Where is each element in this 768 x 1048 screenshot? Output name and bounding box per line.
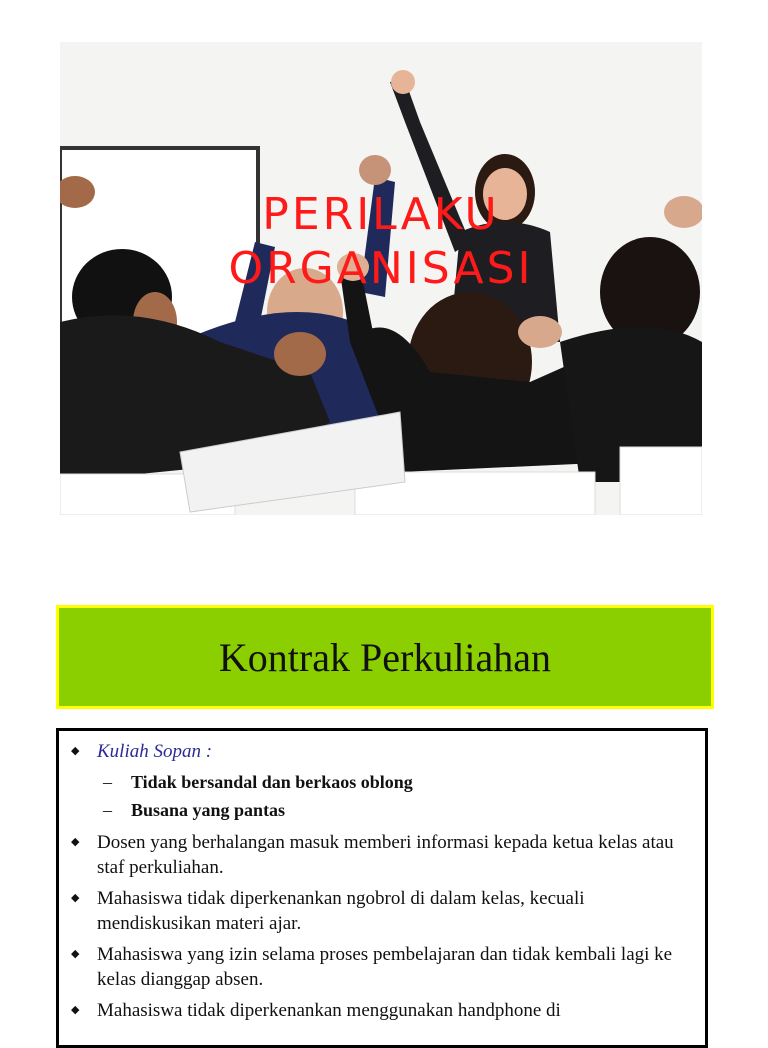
title-slide: [60, 42, 702, 515]
list-item-text: Mahasiswa tidak diperkenankan ngobrol di dalam kelas, kecuali mendiskusikan materi ajar.: [97, 888, 585, 934]
diamond-bullet-icon: ◆: [71, 745, 80, 757]
contract-title-bar: [56, 605, 714, 709]
list-item-text: Kuliah Sopan :: [97, 741, 213, 762]
list-item: [69, 886, 691, 936]
bullet-list: [59, 731, 705, 1023]
title-line-2: ORGANISASI: [228, 243, 534, 294]
list-item: [69, 830, 691, 880]
list-item: [69, 739, 691, 824]
sub-item-text: Busana yang pantas: [131, 800, 286, 820]
dash-bullet-icon: –: [103, 800, 112, 820]
sub-list-item: [103, 796, 691, 824]
contract-title: Kontrak Perkuliahan: [218, 634, 552, 680]
title-line-1: PERILAKU: [262, 189, 500, 240]
sub-item-text: Tidak bersandal dan berkaos oblong: [131, 772, 413, 792]
diamond-bullet-icon: ◆: [71, 892, 80, 904]
dash-bullet-icon: –: [103, 772, 112, 792]
list-item-text: Mahasiswa yang izin selama proses pembelajaran dan tidak kembali lagi ke kelas dianggap absen.: [97, 944, 673, 990]
sub-list-item: [103, 768, 691, 796]
sub-list: [97, 768, 691, 824]
list-item: [69, 942, 691, 992]
contract-content: [56, 728, 708, 1048]
diamond-bullet-icon: ◆: [71, 948, 80, 960]
diamond-bullet-icon: ◆: [71, 836, 80, 848]
slide-title: [60, 188, 702, 296]
list-item: [69, 998, 691, 1023]
list-item-text: Dosen yang berhalangan masuk memberi informasi kepada ketua kelas atau staf perkuliahan.: [97, 832, 674, 878]
diamond-bullet-icon: ◆: [71, 1004, 80, 1016]
list-item-text: Mahasiswa tidak diperkenankan menggunakan handphone di: [97, 1000, 561, 1021]
